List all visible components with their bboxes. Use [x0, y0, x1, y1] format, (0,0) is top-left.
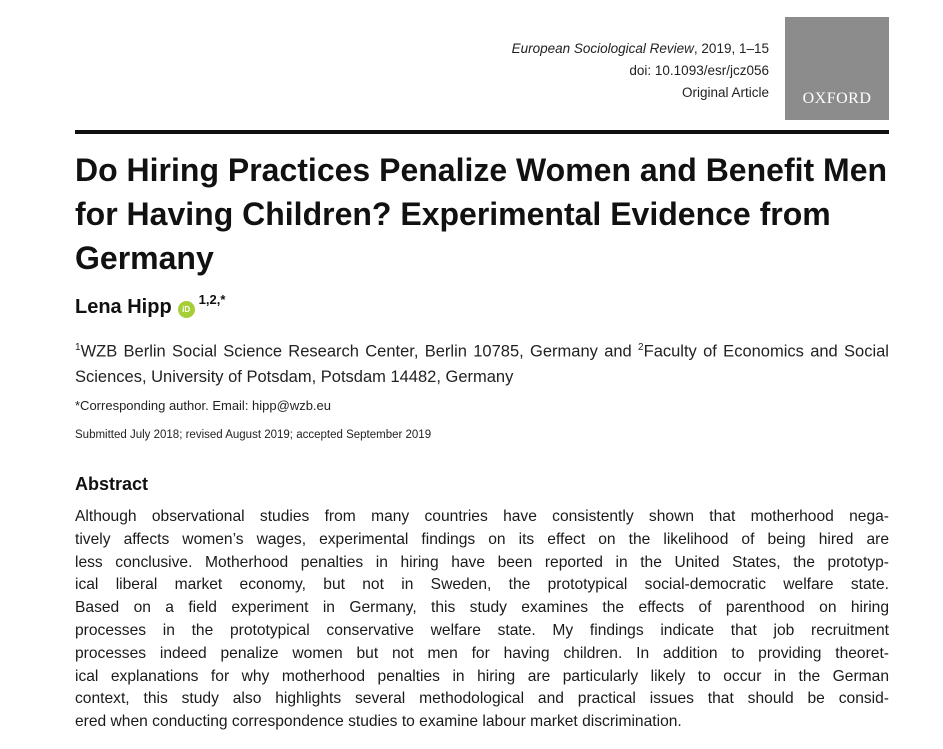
abstract-line: ical liberal market economy, but not in Sweden, the prototypical social-democratic welfare state.: [75, 576, 889, 594]
correspondence-note: *Corresponding author. Email: hipp@wzb.eu: [75, 398, 332, 413]
abstract-line: processes indeed penalize women but not men for having children. In addition to providing theoret-: [75, 644, 889, 662]
journal-name[interactable]: European Sociological Review: [511, 41, 694, 56]
abstract-line: context, this study also highlights several methodological and practical issues that should be consid-: [75, 690, 889, 708]
abstract-line: less conclusive. Motherhood penalties in hiring have been reported in the United States, the prototyp-: [75, 553, 889, 571]
affiliation-1: WZB Berlin Social Science Research Center, Berlin 10785, Germany and: [80, 342, 639, 361]
author-affiliation-marks: 1,2,*: [198, 292, 226, 307]
affiliations: [75, 335, 889, 390]
author-line: [75, 292, 225, 319]
submission-dates: Submitted July 2018; revised August 2019; accepted September 2019: [75, 429, 432, 441]
doi[interactable]: doi: 10.1093/esr/jcz056: [629, 63, 769, 78]
orcid-icon[interactable]: iD: [178, 301, 195, 318]
author-name[interactable]: Lena Hipp: [75, 296, 172, 318]
abstract-body: [75, 506, 889, 734]
header-divider: [75, 130, 889, 134]
abstract-line: Although observational studies from many countries have consistently shown that motherhood nega-: [75, 508, 889, 525]
abstract-line: tively affects women’s wages, experimental findings on its effect on the likelihood of being hired are: [75, 530, 889, 548]
journal-citation-line: [512, 38, 769, 60]
journal-info: [512, 38, 769, 104]
oxford-logo[interactable]: [785, 17, 889, 120]
journal-citation: , 2019, 1–15: [693, 41, 769, 56]
abstract-line: ical explanations for why motherhood penalties in hiring are particularly likely to occur in the German: [75, 667, 889, 685]
affiliation-marker-2: 2: [638, 342, 644, 353]
article-title: Do Hiring Practices Penalize Women and Benefit Men for Having Children? Experimental Evidence from Germany: [75, 152, 888, 276]
oxford-logo-text: OXFORD: [802, 90, 872, 107]
affiliation-2: Faculty of Economics and Social Sciences, University of Potsdam, Potsdam 14482, Germany: [75, 342, 889, 386]
abstract-heading: Abstract: [75, 474, 149, 494]
abstract-line: processes in the prototypical conservative welfare state. My findings indicate that job recruitment: [75, 621, 889, 639]
abstract-line: ered when conducting correspondence studies to examine labour market discrimination.: [75, 713, 682, 731]
article-type: Original Article: [681, 85, 769, 100]
abstract-line: Based on a field experiment in Germany, this study examines the effects of parenthood on hiring: [75, 599, 889, 617]
affiliation-marker-1: 1: [75, 342, 81, 353]
